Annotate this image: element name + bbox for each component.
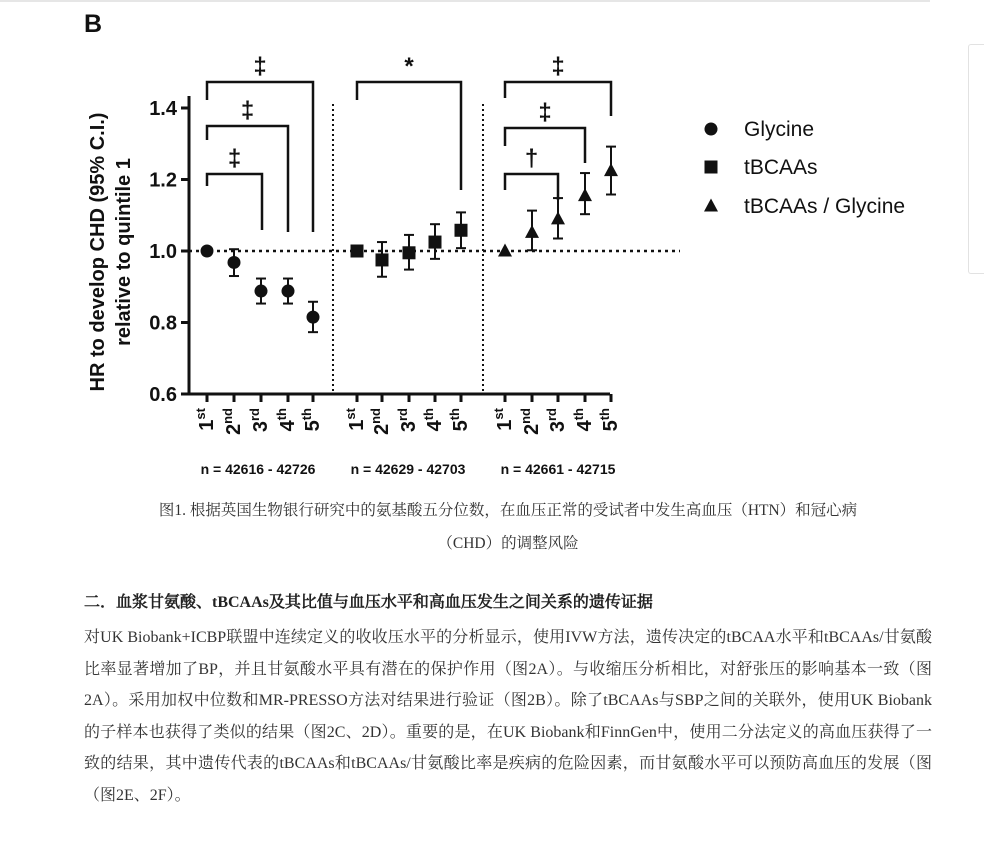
y-tick-label: 1.2: [149, 169, 177, 192]
x-tick-label: 3rd: [247, 408, 272, 433]
data-point: [403, 246, 416, 259]
x-tick-label: 5th: [597, 408, 622, 432]
caption-line-2: （CHD）的调整风险: [437, 535, 579, 552]
legend-label: Glycine: [744, 118, 815, 141]
legend-label: tBCAAs / Glycine: [744, 195, 906, 218]
y-axis-label-line1: HR to develop CHD (95% C.I.): [87, 112, 109, 392]
x-tick-label: 2nd: [368, 408, 393, 436]
data-point: [201, 245, 214, 258]
bracket-tbcaas-q5: [357, 82, 461, 190]
bracket-glycine-q4: [207, 126, 288, 232]
bracket-glycine-q4-mark: ‡: [240, 97, 255, 124]
x-tick-label: 5th: [299, 408, 324, 432]
bracket-glycine-q5-mark: ‡: [253, 53, 267, 80]
n-label-glycine: n = 42616 - 42726: [200, 461, 316, 477]
data-point: [429, 236, 442, 249]
n-label-tbcaas: n = 42629 - 42703: [350, 461, 466, 477]
data-point: [551, 211, 565, 224]
data-point: [228, 256, 241, 269]
bracket-ratio-q4: [505, 128, 585, 163]
x-tick-label: 5th: [447, 408, 472, 432]
panel-label: B: [84, 10, 103, 38]
data-point: [455, 224, 468, 237]
x-tick-label: 4th: [421, 408, 446, 432]
bracket-ratio-q5-mark: ‡: [551, 53, 565, 80]
x-tick-label: 3rd: [395, 408, 420, 433]
caption-line-1: 图1. 根据英国生物银行研究中的氨基酸五分位数，在血压正常的受试者中发生高血压（HTN）和冠心病: [158, 502, 858, 519]
y-tick-label: 1.0: [149, 241, 177, 263]
data-point: [604, 163, 618, 176]
bracket-ratio-q3: [505, 174, 558, 200]
figure-caption: [84, 494, 932, 560]
section-body: [84, 622, 932, 811]
data-point: [498, 244, 512, 257]
section-heading: 二．血浆甘氨酸、tBCAAs及其比值与血压水平和高血压发生之间关系的遗传证据: [84, 594, 653, 611]
bracket-glycine-q5: [207, 82, 313, 232]
data-point: [376, 253, 389, 266]
x-tick-label: 1st: [193, 408, 218, 431]
legend-marker-circle: [705, 123, 718, 136]
y-tick-label: 1.4: [149, 98, 177, 120]
data-point: [307, 311, 320, 324]
data-point: [255, 285, 268, 298]
x-tick-label: 4th: [274, 408, 299, 432]
y-axis-title: [87, 113, 135, 392]
plot-area: [149, 53, 680, 435]
body-paragraph: 对UK Biobank+ICBP联盟中连续定义的收收压水平的分析显示，使用IVW方法，遗传决定的tBCAA水平和tBCAAs/甘氨酸比率显著增加了BP，并且甘氨酸水平具有潜在的保护作用（图2A）。与收缩压分析相比，对舒张压的影响基本一致（图2A）。采用加权中位数和MR-PRESSO方法对结果进行验证（图2B）。除了tBCAAs与SBP之间的关联外，使用UK Biobank的子样本也获得了类似的结果（图2C、2D）。重要的是，在UK Biobank和FinnGen中，使用二分法定义的高血压获得了一致的结果，其中遗传代表的tBCAAs和tBCAAs/甘氨酸比率是疾病的危险因素，而甘氨酸水平可以预防高血压的发展（图（图2E、2F）。: [84, 629, 932, 804]
x-tick-label: 1st: [343, 408, 368, 431]
legend-marker-square: [705, 161, 718, 174]
y-tick-label: 0.8: [149, 312, 177, 335]
bracket-tbcaas-q5-mark: *: [404, 53, 414, 80]
x-tick-label: 2nd: [518, 408, 543, 436]
legend-marker-triangle: [704, 199, 718, 212]
data-point: [282, 285, 295, 298]
legend: [704, 118, 905, 218]
bracket-ratio-q5: [505, 82, 611, 116]
bracket-glycine-q3: [207, 174, 262, 230]
y-axis-label-line2: relative to quintile 1: [113, 158, 135, 346]
x-tick-label: 3rd: [544, 408, 569, 433]
data-point: [578, 188, 592, 201]
data-point: [525, 225, 539, 238]
legend-label: tBCAAs: [744, 156, 818, 179]
n-label-ratio: n = 42661 - 42715: [500, 461, 616, 477]
x-tick-label: 2nd: [220, 408, 245, 436]
data-point: [351, 245, 364, 258]
x-tick-label: 4th: [571, 408, 596, 432]
bracket-ratio-q3-mark: †: [524, 145, 539, 172]
y-tick-label: 0.6: [149, 384, 177, 406]
bracket-glycine-q3-mark: ‡: [227, 145, 242, 172]
x-tick-label: 1st: [491, 408, 516, 431]
bracket-ratio-q4-mark: ‡: [538, 99, 552, 126]
